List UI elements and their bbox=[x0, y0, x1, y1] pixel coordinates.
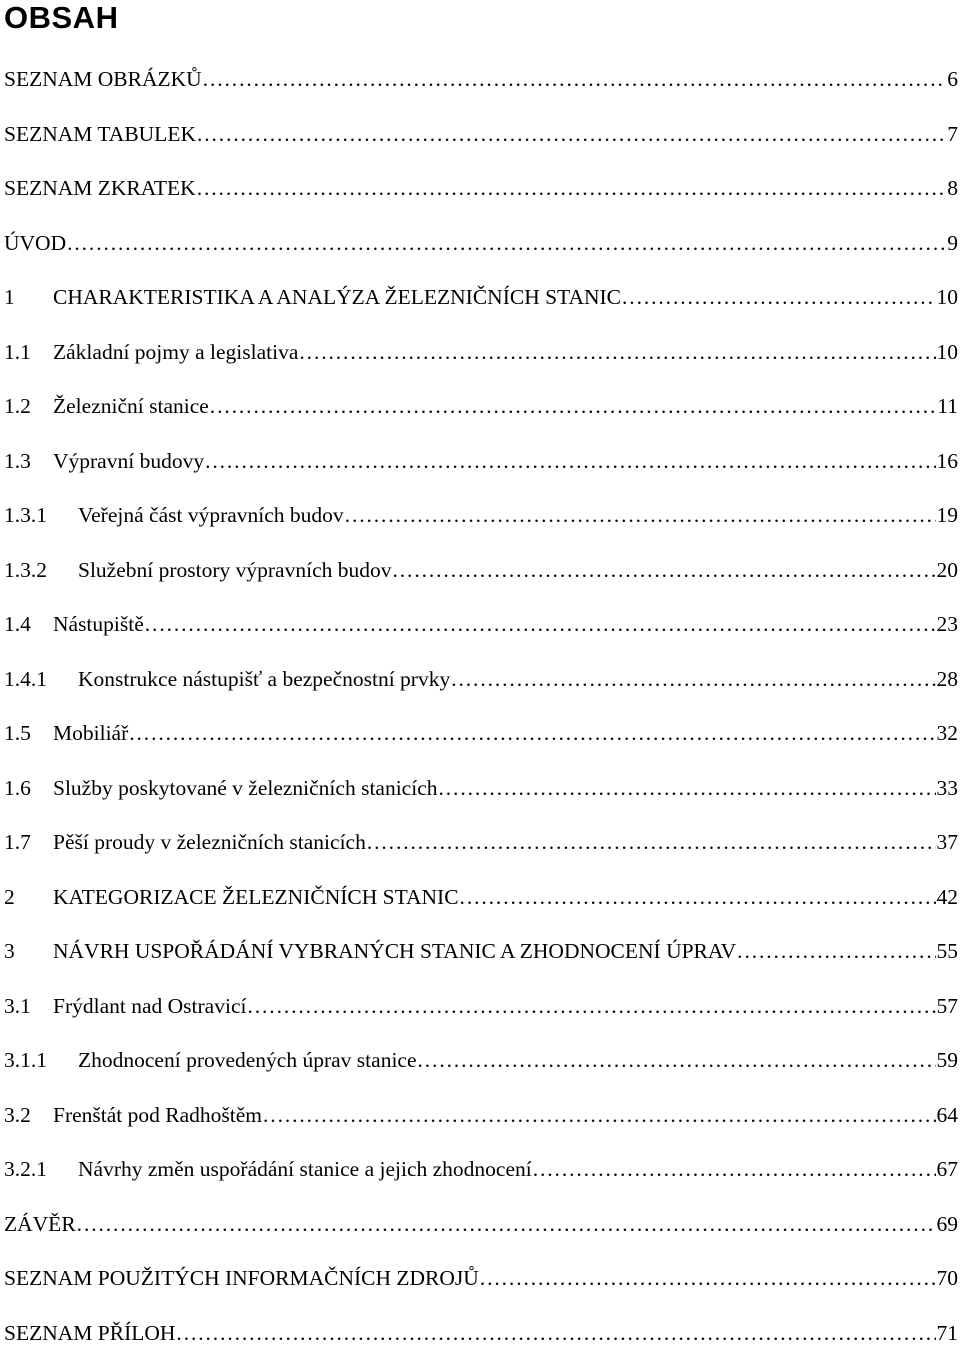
toc-entry-title: Služby poskytované v železničních stanicích bbox=[53, 775, 438, 800]
toc-entry-page-number: 55 bbox=[936, 939, 958, 963]
toc-dot-leader bbox=[533, 1154, 936, 1184]
toc-entry-number: 3.1 bbox=[4, 993, 31, 1018]
toc-entry-title: Nástupiště bbox=[53, 612, 144, 636]
toc-entry-title: Pěší proudy v železničních stanicích bbox=[53, 830, 366, 854]
toc-dot-leader bbox=[197, 119, 946, 149]
toc-entry-page-number: 19 bbox=[936, 503, 958, 527]
toc-entry-number: 3.2.1 bbox=[4, 1157, 47, 1181]
toc-entry-number: 1 bbox=[4, 285, 15, 309]
toc-entry-number: 1.7 bbox=[4, 830, 31, 854]
toc-entry[interactable] bbox=[4, 1100, 958, 1130]
toc-entry[interactable] bbox=[4, 1318, 958, 1348]
toc-dot-leader bbox=[439, 773, 936, 803]
toc-entry-title: NÁVRH USPOŘÁDÁNÍ VYBRANÝCH STANIC A ZHODNOCENÍ ÚPRAV bbox=[53, 939, 737, 963]
toc-dot-leader bbox=[145, 609, 936, 639]
toc-entry-page-number: 23 bbox=[936, 612, 958, 636]
toc-entry-number: 1.3.1 bbox=[4, 503, 47, 527]
toc-entry[interactable] bbox=[4, 609, 958, 639]
toc-entry[interactable] bbox=[4, 555, 958, 585]
toc-entry-page-number: 9 bbox=[947, 230, 958, 255]
toc-entry[interactable] bbox=[4, 337, 958, 367]
toc-dot-leader bbox=[367, 827, 936, 857]
toc-entry-title: SEZNAM POUŽITÝCH INFORMAČNÍCH ZDROJŮ bbox=[4, 1266, 479, 1290]
toc-entry-number: 2 bbox=[4, 884, 15, 909]
toc-entry[interactable] bbox=[4, 1263, 958, 1293]
toc-dot-leader bbox=[67, 228, 946, 258]
toc-entry-number: 1.5 bbox=[4, 721, 31, 745]
toc-entry-number: 1.2 bbox=[4, 394, 31, 418]
toc-dot-leader bbox=[176, 1318, 935, 1348]
toc-dot-leader bbox=[393, 555, 936, 585]
toc-entry-page-number: 7 bbox=[947, 121, 958, 146]
toc-entry-page-number: 64 bbox=[936, 1102, 958, 1127]
toc-dot-leader bbox=[247, 991, 935, 1021]
toc-entry-page-number: 42 bbox=[936, 884, 958, 909]
toc-entry-number: 1.4 bbox=[4, 612, 31, 636]
toc-entry-title: Výpravní budovy bbox=[53, 448, 205, 473]
toc-entry-title: Služební prostory výpravních budov bbox=[78, 557, 392, 582]
toc-entry-number: 3 bbox=[4, 939, 15, 963]
toc-entry-title: Konstrukce nástupišť a bezpečnostní prvky bbox=[78, 666, 451, 691]
toc-dot-leader bbox=[210, 391, 937, 421]
toc-entry-page-number: 57 bbox=[936, 993, 958, 1018]
toc-entry-number: 1.3 bbox=[4, 448, 31, 473]
toc-entry-title: KATEGORIZACE ŽELEZNIČNÍCH STANIC bbox=[53, 884, 459, 909]
toc-entry-page-number: 37 bbox=[936, 830, 958, 854]
toc-dot-leader bbox=[622, 282, 935, 312]
toc-entry[interactable] bbox=[4, 991, 958, 1021]
toc-entry[interactable] bbox=[4, 119, 958, 149]
toc-entry-title: SEZNAM TABULEK bbox=[4, 121, 196, 146]
toc-entry-title: SEZNAM OBRÁZKŮ bbox=[4, 67, 202, 91]
toc-dot-leader bbox=[77, 1209, 936, 1239]
toc-entry-page-number: 10 bbox=[936, 285, 958, 309]
toc-entry[interactable] bbox=[4, 64, 958, 94]
toc-entry-title: Železniční stanice bbox=[53, 394, 209, 418]
toc-entry-page-number: 70 bbox=[936, 1266, 958, 1290]
toc-entry-page-number: 6 bbox=[947, 67, 958, 91]
toc-entry-title: ZÁVĚR bbox=[4, 1211, 76, 1236]
toc-dot-leader bbox=[299, 337, 935, 367]
toc-dot-leader bbox=[480, 1263, 936, 1293]
toc-entry-title: SEZNAM ZKRATEK bbox=[4, 176, 196, 200]
toc-dot-leader bbox=[345, 500, 936, 530]
toc-entry[interactable] bbox=[4, 882, 958, 912]
toc-entry-page-number: 59 bbox=[936, 1048, 958, 1072]
toc-entry-title: CHARAKTERISTIKA A ANALÝZA ŽELEZNIČNÍCH STANIC bbox=[53, 285, 622, 309]
toc-entry[interactable] bbox=[4, 282, 958, 312]
toc-entry[interactable] bbox=[4, 500, 958, 530]
toc-entry-title: SEZNAM PŘÍLOH bbox=[4, 1320, 176, 1345]
toc-entry-page-number: 10 bbox=[936, 339, 958, 364]
toc-entry[interactable] bbox=[4, 391, 958, 421]
toc-entry-page-number: 33 bbox=[936, 775, 958, 800]
toc-entry-number: 1.3.2 bbox=[4, 557, 47, 582]
toc-dot-leader bbox=[197, 173, 947, 203]
toc-entry-page-number: 8 bbox=[947, 176, 958, 200]
toc-entry[interactable] bbox=[4, 827, 958, 857]
toc-entry[interactable] bbox=[4, 173, 958, 203]
toc-entry-page-number: 11 bbox=[937, 394, 958, 418]
toc-entry-title: Základní pojmy a legislativa bbox=[53, 339, 299, 364]
toc-entry-title: Zhodnocení provedených úprav stanice bbox=[78, 1048, 417, 1072]
toc-entry-number: 1.1 bbox=[4, 339, 31, 364]
toc-entry-page-number: 16 bbox=[936, 448, 958, 473]
toc-entry-title: Mobiliář bbox=[53, 721, 129, 745]
toc-dot-leader bbox=[418, 1045, 936, 1075]
toc-dot-leader bbox=[460, 882, 936, 912]
toc-entry-title: Veřejná část výpravních budov bbox=[78, 503, 344, 527]
toc-entry[interactable] bbox=[4, 936, 958, 966]
toc-entry-page-number: 20 bbox=[936, 557, 958, 582]
toc-entry-page-number: 71 bbox=[936, 1320, 958, 1345]
toc-entry[interactable] bbox=[4, 1209, 958, 1239]
toc-entry-title: Frýdlant nad Ostravicí bbox=[53, 993, 247, 1018]
toc-entry-page-number: 32 bbox=[936, 721, 958, 745]
toc-entry-title: Frenštát pod Radhoštěm bbox=[53, 1102, 263, 1127]
toc-entry-page-number: 67 bbox=[936, 1157, 958, 1181]
toc-dot-leader bbox=[451, 664, 935, 694]
toc-entry-number: 3.1.1 bbox=[4, 1048, 47, 1072]
toc-entry-number: 3.2 bbox=[4, 1102, 31, 1127]
toc-entry-title: ÚVOD bbox=[4, 230, 67, 255]
toc-dot-leader bbox=[129, 718, 935, 748]
toc-dot-leader bbox=[263, 1100, 935, 1130]
toc-entry-number: 1.6 bbox=[4, 775, 31, 800]
toc-entry-title: Návrhy změn uspořádání stanice a jejich zhodnocení bbox=[78, 1157, 532, 1181]
toc-dot-leader bbox=[205, 446, 935, 476]
toc-entry[interactable] bbox=[4, 718, 958, 748]
toc-dot-leader bbox=[203, 64, 947, 94]
toc-entry-number: 1.4.1 bbox=[4, 666, 47, 691]
toc-entry[interactable] bbox=[4, 1045, 958, 1075]
toc-heading: OBSAH bbox=[4, 0, 119, 35]
toc-entry-page-number: 69 bbox=[936, 1211, 958, 1236]
toc-entry[interactable] bbox=[4, 664, 958, 694]
toc-entry[interactable] bbox=[4, 446, 958, 476]
toc-entry[interactable] bbox=[4, 1154, 958, 1184]
toc-dot-leader bbox=[737, 936, 935, 966]
toc-entry[interactable] bbox=[4, 228, 958, 258]
toc-entry-page-number: 28 bbox=[936, 666, 958, 691]
toc-entry[interactable] bbox=[4, 773, 958, 803]
